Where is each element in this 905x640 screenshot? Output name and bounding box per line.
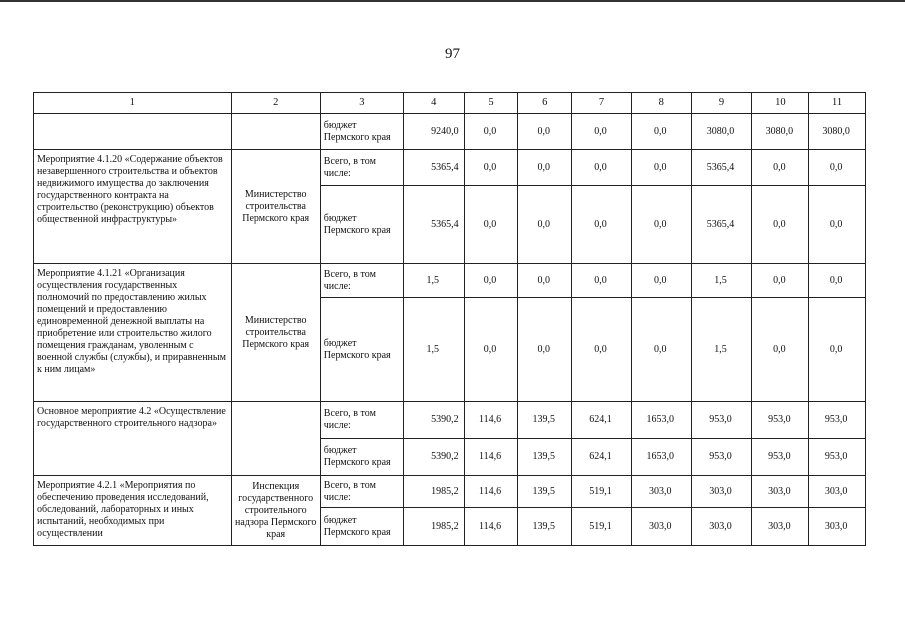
value-cell: 114,6 [464,402,518,439]
value-cell: 0,0 [464,186,518,264]
value-cell: 114,6 [464,476,518,508]
header-cell: 9 [691,93,752,114]
value-cell: 0,0 [809,150,866,186]
funding-source: бюджет Пермского края [320,508,403,546]
value-cell: 5365,4 [691,150,752,186]
value-total: 5365,4 [403,186,464,264]
value-cell: 0,0 [809,298,866,402]
value-cell: 303,0 [691,508,752,546]
value-cell: 519,1 [572,476,632,508]
value-cell: 953,0 [691,402,752,439]
value-cell: 0,0 [631,114,691,150]
value-cell: 139,5 [518,476,572,508]
value-cell: 0,0 [572,264,632,298]
header-cell: 8 [631,93,691,114]
measure-name [34,114,232,150]
value-cell: 0,0 [631,298,691,402]
value-cell: 1653,0 [631,402,691,439]
value-cell: 114,6 [464,439,518,476]
budget-table [33,92,866,546]
executor: Министерство строительства Пермского края [231,150,320,264]
value-cell: 0,0 [631,186,691,264]
value-cell: 3080,0 [809,114,866,150]
header-cell: 5 [464,93,518,114]
header-cell: 4 [403,93,464,114]
value-cell: 0,0 [572,298,632,402]
table-row [34,476,866,508]
value-cell: 0,0 [572,150,632,186]
value-cell: 0,0 [631,264,691,298]
value-cell: 953,0 [752,439,809,476]
funding-source: бюджет Пермского края [320,298,403,402]
value-cell: 139,5 [518,402,572,439]
table-row [34,150,866,186]
funding-source: Всего, в том числе: [320,150,403,186]
header-cell: 2 [231,93,320,114]
table-row [34,264,866,298]
value-cell: 139,5 [518,508,572,546]
measure-name: Основное мероприятие 4.2 «Осуществление государственного строительного надзора» [34,402,232,476]
value-cell: 303,0 [631,476,691,508]
header-cell: 6 [518,93,572,114]
value-cell: 953,0 [752,402,809,439]
value-total: 5390,2 [403,402,464,439]
executor [231,114,320,150]
value-cell: 0,0 [752,264,809,298]
value-cell: 3080,0 [752,114,809,150]
table-row [34,114,866,150]
measure-name: Мероприятие 4.2.1 «Мероприятия по обеспечению проведения исследований, обследований, лабораторных и иных испытаний, необходимых при осуществлении [34,476,232,546]
value-cell: 0,0 [464,114,518,150]
value-total: 1,5 [403,264,464,298]
value-cell: 1,5 [691,298,752,402]
executor: Министерство строительства Пермского края [231,264,320,402]
value-cell: 0,0 [464,298,518,402]
value-cell: 303,0 [752,508,809,546]
value-cell: 0,0 [518,150,572,186]
funding-source: Всего, в том числе: [320,476,403,508]
value-cell: 303,0 [631,508,691,546]
value-cell: 0,0 [809,186,866,264]
top-border-line [0,0,905,2]
header-cell: 11 [809,93,866,114]
value-cell: 303,0 [809,508,866,546]
table-row [34,402,866,439]
value-cell: 139,5 [518,439,572,476]
value-cell: 519,1 [572,508,632,546]
funding-source: бюджет Пермского края [320,439,403,476]
measure-name: Мероприятие 4.1.21 «Организация осуществления государственных полномочий по предоставлению жилых помещений и предоставлению единовременной денежной выплаты на приобретение или строительство жилого помещения гражданам, уволенным с военной службы (службы), и приравненным к ним лицам» [34,264,232,402]
value-cell: 303,0 [752,476,809,508]
value-cell: 303,0 [809,476,866,508]
value-cell: 0,0 [631,150,691,186]
executor [231,402,320,476]
value-cell: 1653,0 [631,439,691,476]
value-cell: 624,1 [572,439,632,476]
header-cell: 7 [572,93,632,114]
header-cell: 10 [752,93,809,114]
funding-source: Всего, в том числе: [320,402,403,439]
value-cell: 5365,4 [691,186,752,264]
value-cell: 0,0 [572,186,632,264]
value-cell: 953,0 [809,402,866,439]
value-cell: 114,6 [464,508,518,546]
value-cell: 3080,0 [691,114,752,150]
value-cell: 0,0 [518,186,572,264]
value-cell: 0,0 [752,298,809,402]
funding-source: бюджет Пермского края [320,114,403,150]
measure-name: Мероприятие 4.1.20 «Содержание объектов незавершенного строительства и объектов недвижимого имущества до заключения государственного контракта на строительство (реконструкцию) объектов общественной инфраструктуры» [34,150,232,264]
value-cell: 0,0 [464,264,518,298]
header-cell: 3 [320,93,403,114]
value-total: 5390,2 [403,439,464,476]
value-total: 9240,0 [403,114,464,150]
value-cell: 0,0 [752,186,809,264]
value-cell: 0,0 [572,114,632,150]
value-total: 1985,2 [403,476,464,508]
value-total: 1,5 [403,298,464,402]
value-cell: 303,0 [691,476,752,508]
value-cell: 0,0 [752,150,809,186]
page-number: 97 [445,46,460,62]
value-cell: 953,0 [809,439,866,476]
value-cell: 0,0 [809,264,866,298]
header-cell: 1 [34,93,232,114]
table-header-row [34,93,866,114]
value-cell: 0,0 [518,264,572,298]
value-cell: 0,0 [464,150,518,186]
value-cell: 624,1 [572,402,632,439]
value-total: 5365,4 [403,150,464,186]
funding-source: бюджет Пермского края [320,186,403,264]
value-cell: 953,0 [691,439,752,476]
value-cell: 0,0 [518,298,572,402]
funding-source: Всего, в том числе: [320,264,403,298]
executor: Инспекция государственного строительного надзора Пермского края [231,476,320,546]
value-cell: 0,0 [518,114,572,150]
value-cell: 1,5 [691,264,752,298]
value-total: 1985,2 [403,508,464,546]
